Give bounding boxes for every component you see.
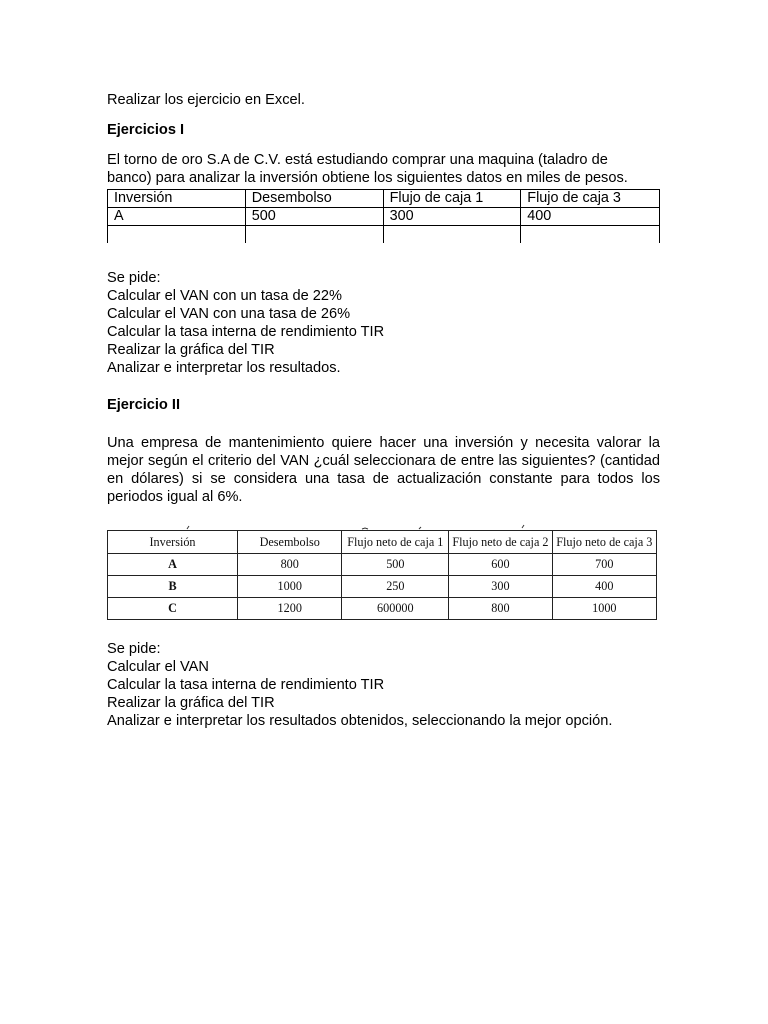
table-cell: 600000 xyxy=(342,598,449,620)
task-item: Calcular la tasa interna de rendimiento TIR xyxy=(107,677,385,693)
table-cell xyxy=(383,226,521,244)
exercise-2-heading: Ejercicio II xyxy=(107,397,181,413)
task-item: Realizar la gráfica del TIR xyxy=(107,695,275,711)
table-header-cell: Flujo neto de caja 2 xyxy=(449,531,552,554)
table-row xyxy=(108,576,657,598)
table-header-cell: Flujo neto de caja 3 xyxy=(552,531,656,554)
table-row xyxy=(108,598,657,620)
table-cell: 1200 xyxy=(238,598,342,620)
table-header-row xyxy=(108,190,660,208)
table-cell xyxy=(521,226,660,244)
intro-text: Realizar los ejercicio en Excel. xyxy=(107,92,305,108)
table-cell: 700 xyxy=(552,554,656,576)
table-cell xyxy=(245,226,383,244)
table-header-cell: Flujo neto de caja 1 xyxy=(342,531,449,554)
task-item: Calcular el VAN xyxy=(107,659,209,675)
table-cell: 600 xyxy=(449,554,552,576)
exercise-2-table-image xyxy=(107,530,657,620)
exercise-1-task-list xyxy=(107,269,660,377)
table-cell: 1000 xyxy=(552,598,656,620)
table-cell: 300 xyxy=(383,208,521,226)
table-cell: C xyxy=(108,598,238,620)
table-cell: 800 xyxy=(238,554,342,576)
task-list-intro: Se pide: xyxy=(107,641,161,657)
exercise-2-task-list xyxy=(107,640,660,730)
table-cell: A xyxy=(108,554,238,576)
table-cell: 400 xyxy=(552,576,656,598)
table-header-cell: Flujo de caja 1 xyxy=(383,190,521,208)
exercise-1-description-line: El torno de oro S.A de C.V. está estudiando comprar una maquina (taladro de xyxy=(107,152,608,168)
document-page xyxy=(107,91,660,730)
table-cell: 250 xyxy=(342,576,449,598)
task-list-intro: Se pide: xyxy=(107,270,161,286)
task-item: Calcular la tasa interna de rendimiento TIR xyxy=(107,324,385,340)
table-header-cell: Desembolso xyxy=(238,531,342,554)
table-header-row xyxy=(108,531,657,554)
exercise-1-description-line: banco) para analizar la inversión obtiene los siguientes datos en miles de pesos. xyxy=(107,170,628,186)
table-cell: 400 xyxy=(521,208,660,226)
exercise-1-description xyxy=(107,151,660,187)
table-header-cell: Flujo de caja 3 xyxy=(521,190,660,208)
table-cell: 800 xyxy=(449,598,552,620)
scan-artifact-marks xyxy=(107,524,657,530)
table-cell: 500 xyxy=(342,554,449,576)
exercise-1-table xyxy=(107,189,660,243)
table-cell: A xyxy=(108,208,246,226)
task-item: Realizar la gráfica del TIR xyxy=(107,342,275,358)
table-header-cell: Inversión xyxy=(108,190,246,208)
task-item: Analizar e interpretar los resultados obtenidos, seleccionando la mejor opción. xyxy=(107,713,613,729)
exercise-2-table xyxy=(107,530,657,620)
table-cell: B xyxy=(108,576,238,598)
task-item: Analizar e interpretar los resultados. xyxy=(107,360,341,376)
table-header-cell: Inversión xyxy=(108,531,238,554)
table-row xyxy=(108,208,660,226)
task-item: Calcular el VAN con un tasa de 22% xyxy=(107,288,342,304)
task-item: Calcular el VAN con una tasa de 26% xyxy=(107,306,351,322)
table-header-cell: Desembolso xyxy=(245,190,383,208)
table-row xyxy=(108,554,657,576)
table-cell: 300 xyxy=(449,576,552,598)
exercise-1-heading: Ejercicios I xyxy=(107,122,185,138)
table-cell: 500 xyxy=(245,208,383,226)
table-cell: 1000 xyxy=(238,576,342,598)
table-cell xyxy=(108,226,246,244)
exercise-2-description: Una empresa de mantenimiento quiere hacer una inversión y necesita valorar la mejor según el criterio del VAN ¿cuál seleccionara de entre las siguientes? (cantidad en dólares) si se considera una tasa de actualización constante para todos los periodos igual al 6%. xyxy=(107,435,660,505)
table-row-empty xyxy=(108,226,660,244)
